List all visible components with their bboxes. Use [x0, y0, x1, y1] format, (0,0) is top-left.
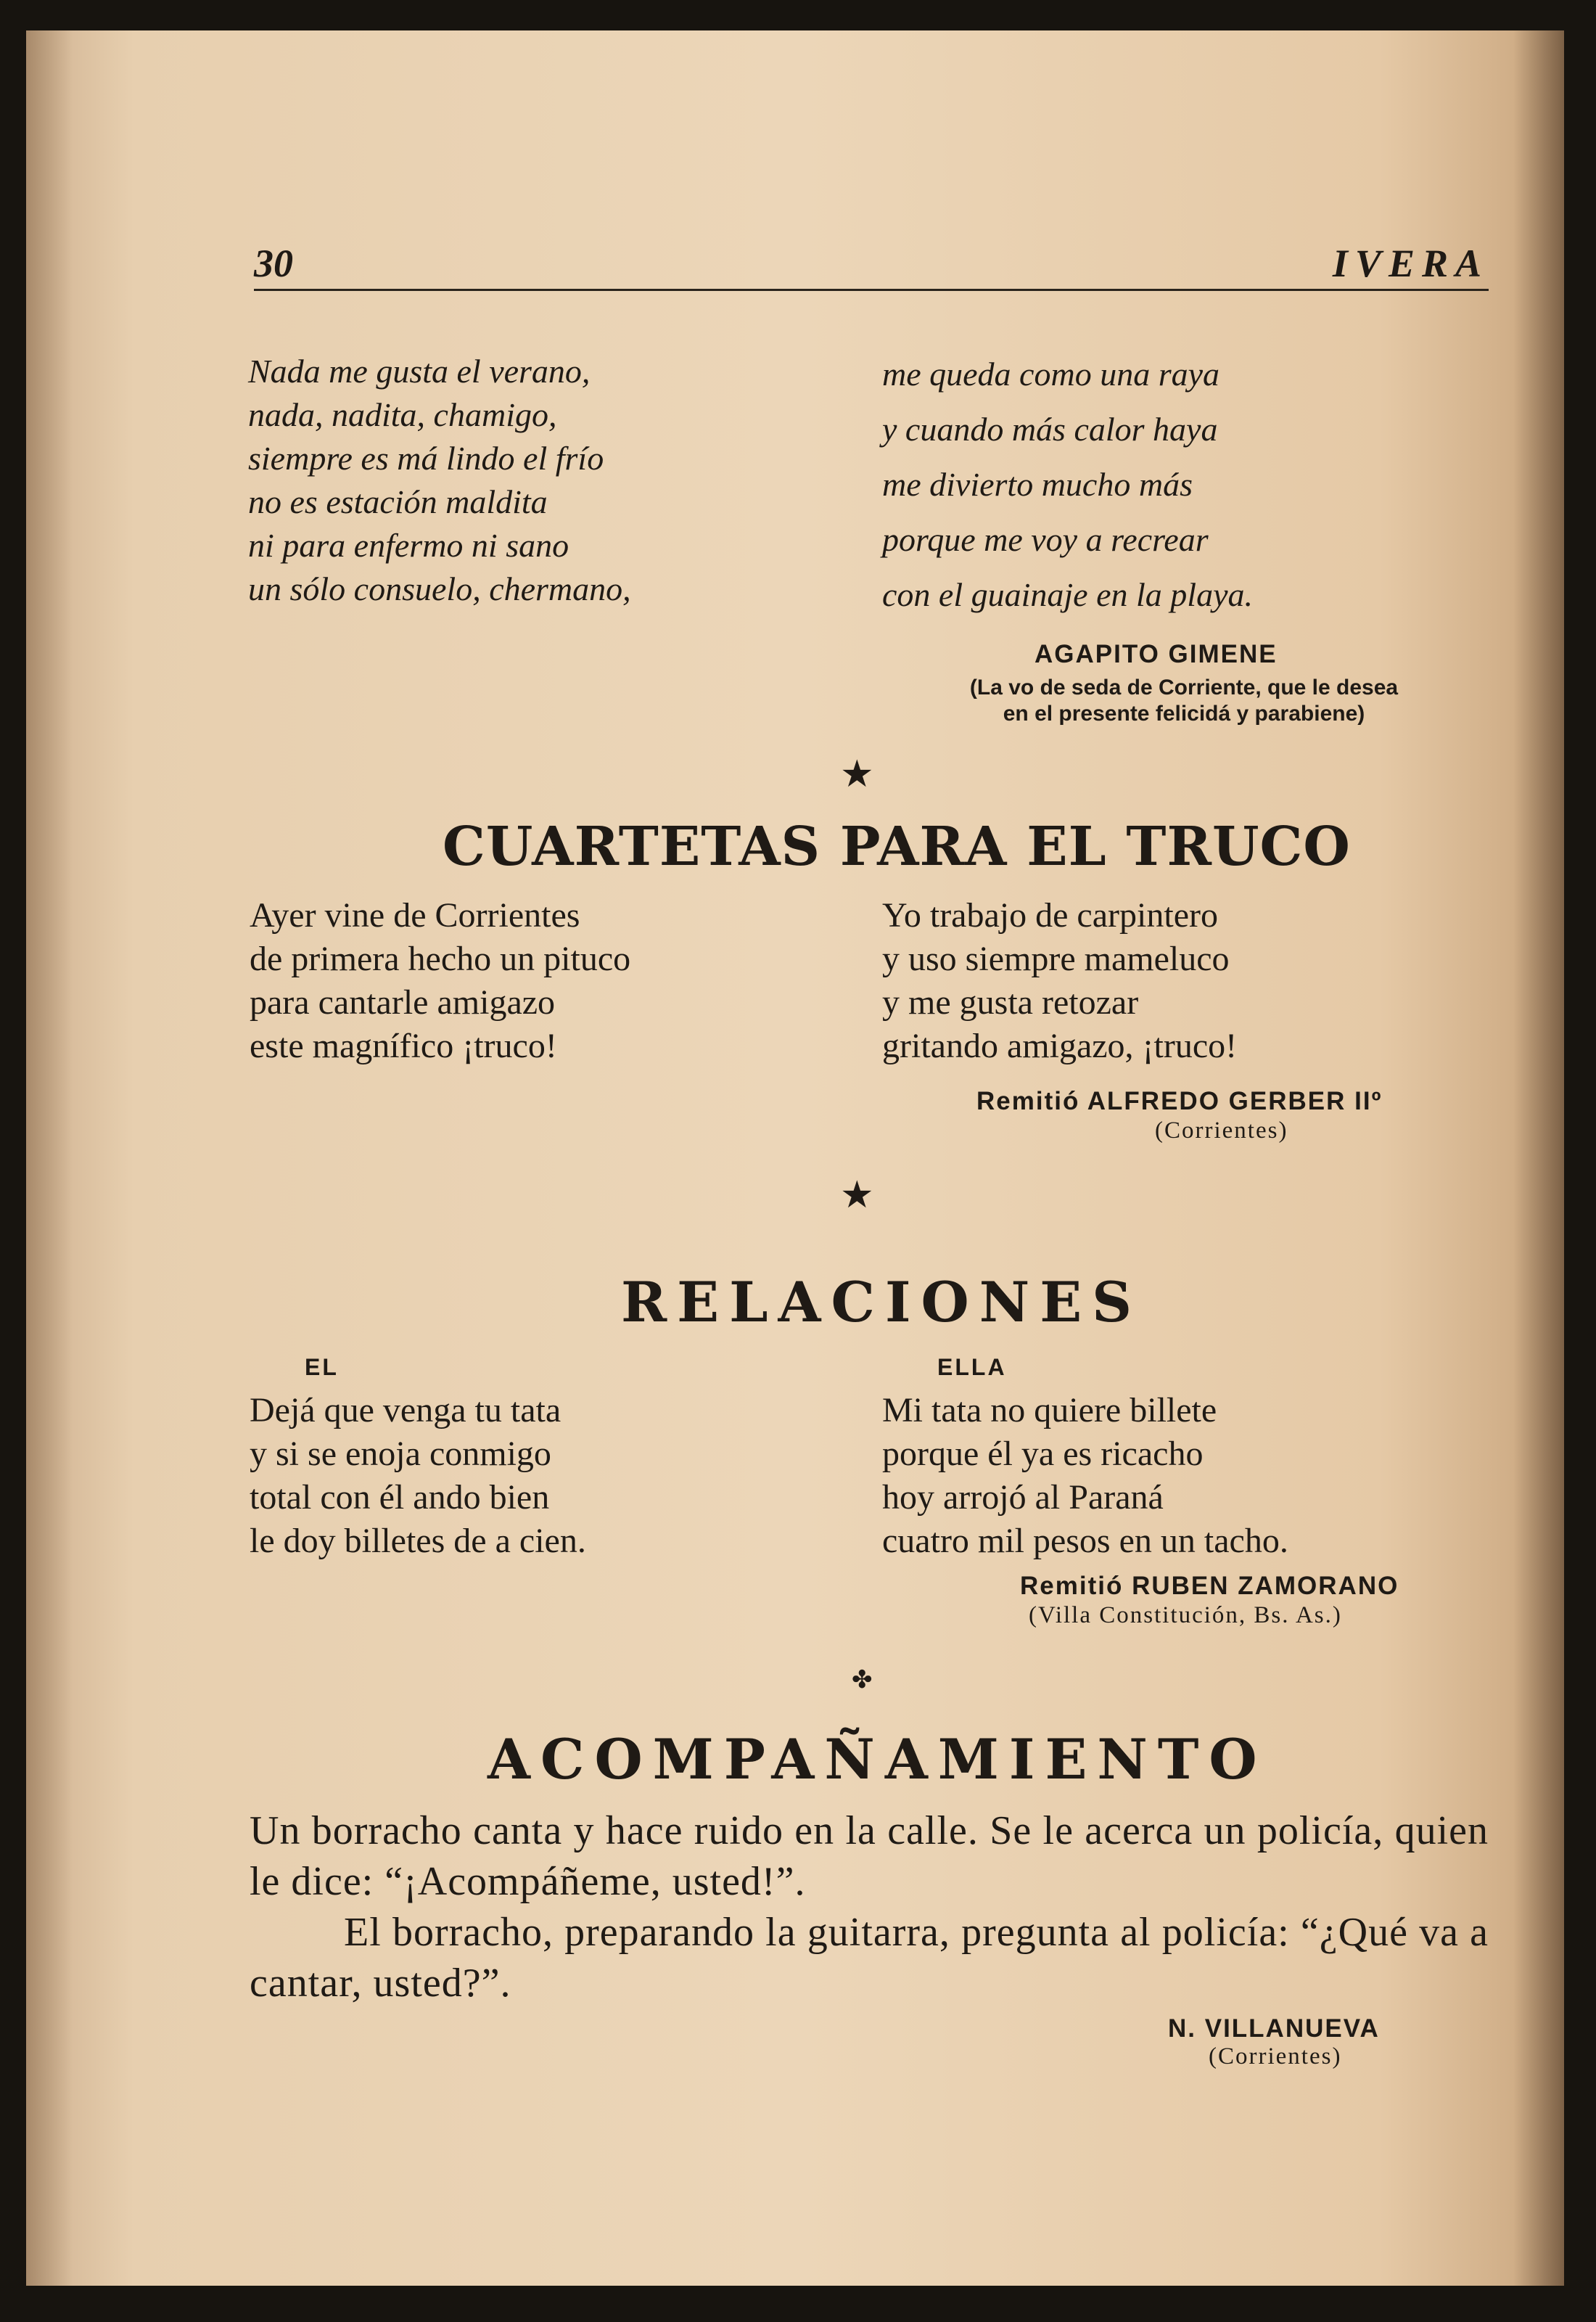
relaciones-place: (Villa Constitución, Bs. As.) [1029, 1602, 1342, 1628]
verse-line: para cantarle amigazo [250, 983, 556, 1022]
speaker-ella: ELLA [937, 1354, 1007, 1380]
verse-line: y cuando más calor haya [882, 411, 1218, 448]
paragraph: El borracho, preparando la guitarra, pregunta al policía: “¿Qué va a cantar, usted?”. [250, 1910, 1489, 2006]
star-ornament: ★ [840, 754, 874, 795]
verse-line: cuatro mil pesos en un tacho. [882, 1522, 1288, 1560]
header-rule [254, 289, 1489, 291]
poem1-author: AGAPITO GIMENE [1034, 640, 1278, 668]
section-title-acompanamiento: ACOMPAÑAMIENTO [488, 1727, 1267, 1792]
verse-line: y si se enoja conmigo [250, 1435, 551, 1473]
anecdote-place: (Corrientes) [1209, 2043, 1342, 2069]
verse-line: y uso siempre mameluco [882, 940, 1230, 978]
dedication-line: (La vo de seda de Corriente, que le desea [969, 676, 1399, 700]
running-title: IVERA [1332, 242, 1489, 285]
verse-line: Nada me gusta el verano, [248, 353, 591, 390]
section-title-relaciones: RELACIONES [621, 1270, 1143, 1334]
verse-line: y me gusta retozar [882, 983, 1139, 1022]
verse-line: este magnífico ¡truco! [250, 1027, 557, 1065]
verse-line: con el guainaje en la playa. [882, 576, 1253, 613]
verse-line: porque él ya es ricacho [882, 1435, 1204, 1473]
section-title-cuartetas: CUARTETAS PARA EL TRUCO [443, 816, 1351, 878]
verse-line: hoy arrojó al Paraná [882, 1478, 1164, 1517]
anecdote-text [250, 1805, 1489, 2009]
verse-line: siempre es má lindo el frío [248, 440, 604, 477]
verse-line: ni para enfermo ni sano [248, 527, 569, 564]
poem1-left-stanza [248, 350, 631, 611]
poem1-dedication [879, 675, 1489, 727]
relaciones-sender: Remitió RUBEN ZAMORANO [1020, 1572, 1399, 1600]
dedication-line: en el presente felicidá y parabiene) [1003, 702, 1365, 726]
anecdote-author: N. VILLANUEVA [1168, 2014, 1380, 2043]
cuartetas-left-stanza [250, 894, 630, 1068]
book-page [26, 30, 1564, 2286]
speaker-el: EL [305, 1354, 339, 1380]
cuartetas-sender: Remitió ALFREDO GERBER IIº [976, 1087, 1383, 1115]
page-number: 30 [254, 242, 293, 285]
relaciones-right-stanza [882, 1389, 1288, 1563]
verse-line: nada, nadita, chamigo, [248, 396, 557, 433]
flower-ornament: ✤ [852, 1667, 873, 1694]
verse-line: no es estación maldita [248, 483, 548, 520]
verse-line: me divierto mucho más [882, 466, 1193, 503]
cuartetas-place: (Corrientes) [1155, 1117, 1288, 1144]
verse-line: de primera hecho un pituco [250, 940, 631, 978]
star-ornament: ★ [840, 1175, 874, 1216]
verse-line: Mi tata no quiere billete [882, 1391, 1217, 1429]
verse-line: porque me voy a recrear [882, 521, 1209, 558]
poem1-right-stanza [882, 347, 1253, 623]
verse-line: me queda como una raya [882, 356, 1220, 393]
verse-line: Dejá que venga tu tata [250, 1391, 562, 1429]
verse-line: un sólo consuelo, chermano, [248, 570, 631, 607]
verse-line: total con él ando bien [250, 1478, 550, 1517]
relaciones-left-stanza [250, 1389, 586, 1563]
verse-line: le doy billetes de a cien. [250, 1522, 586, 1560]
verse-line: Ayer vine de Corrientes [250, 896, 580, 935]
cuartetas-right-stanza [882, 894, 1237, 1068]
verse-line: gritando amigazo, ¡truco! [882, 1027, 1238, 1065]
paragraph: Un borracho canta y hace ruido en la calle. Se le acerca un policía, quien le dice: “¡Acompáñeme, usted!”. [250, 1808, 1489, 1904]
verse-line: Yo trabajo de carpintero [882, 896, 1218, 935]
